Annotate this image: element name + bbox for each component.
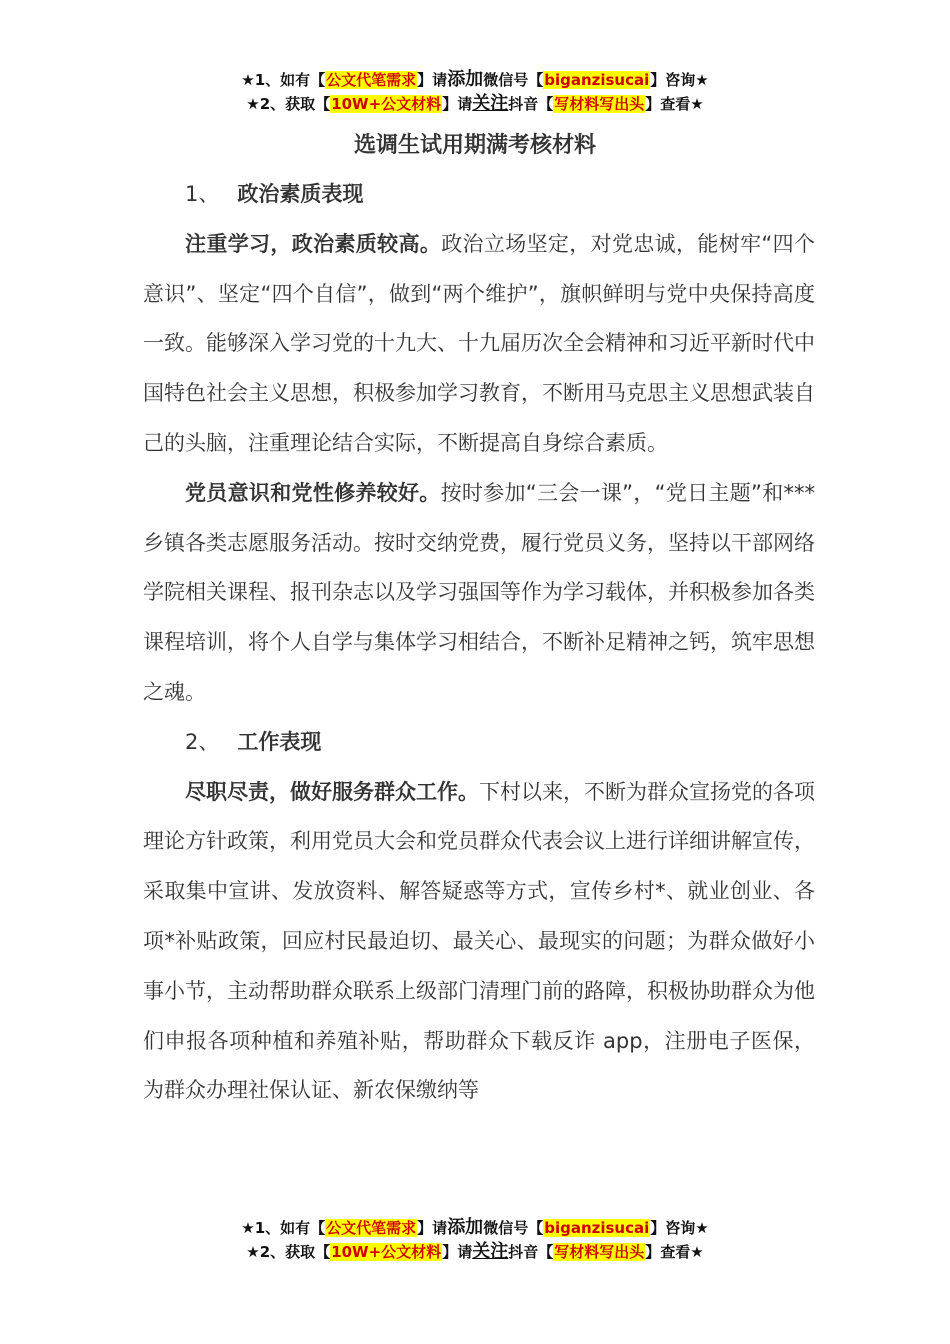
document-title: 选调生试用期满考核材料	[353, 133, 596, 158]
paragraph-lead: 党员意识和党性修养较好。	[185, 480, 441, 505]
section-heading: 1、 政治素质表现	[185, 182, 364, 206]
paragraph-lead: 尽职尽责，做好服务群众工作。	[185, 779, 479, 804]
banner-line-2: ★2、获取【10W+公文材料】请关注抖音【写材料写出头】查看★	[246, 1241, 704, 1262]
paragraph: 注重学习，政治素质较高。政治立场坚定，对党忠诚，能树牢“四个意识”、坚定“四个自信”，做到“两个维护”，旗帜鲜明与党中央保持高度一致。能够深入学习党的十九大、十九届历次全会精神和习近平新时代中国特色社会主义思想，积极参加学习教育，不断用马克思主义思想武装自己的头脑，注重理论结合实际，不断提高自身综合素质。	[143, 231, 815, 455]
paragraph: 尽职尽责，做好服务群众工作。下村以来，不断为群众宣扬党的各项理论方针政策，利用党员大会和党员群众代表会议上进行详细讲解宣传，采取集中宣讲、发放资料、解答疑惑等方式，宣传乡村*、就业创业、各项*补贴政策，回应村民最迫切、最关心、最现实的问题；为群众做好小事小节，主动帮助群众联系上级部门清理门前的路障，积极协助群众为他们申报各项种植和养殖补贴，帮助群众下载反诈 app，注册电子医保，为群众办理社保认证、新农保缴纳等	[143, 779, 815, 1103]
banner-highlight: 10W+公文材料	[331, 1243, 442, 1261]
paragraph-lead: 注重学习，政治素质较高。	[185, 231, 442, 256]
header-banner	[0, 68, 950, 116]
banner-highlight: 公文代笔需求	[326, 71, 417, 89]
footer-banner	[0, 1216, 950, 1264]
section-heading: 2、 工作表现	[185, 729, 322, 754]
banner-highlight: 公文代笔需求	[326, 1219, 417, 1237]
banner-line-1: ★1、如有【公文代笔需求】请添加微信号【biganzisucai】咨询★	[241, 69, 709, 90]
banner-wechat-id: biganzisucai	[544, 1219, 650, 1237]
banner-line-2: ★2、获取【10W+公文材料】请关注抖音【写材料写出头】查看★	[246, 93, 704, 114]
banner-douyin-id: 写材料写出头	[554, 95, 645, 113]
banner-highlight: 10W+公文材料	[331, 95, 442, 113]
banner-line-1: ★1、如有【公文代笔需求】请添加微信号【biganzisucai】咨询★	[241, 1217, 709, 1238]
paragraph: 党员意识和党性修养较好。按时参加“三会一课”，“党日主题”和***乡镇各类志愿服务活动。按时交纳党费，履行党员义务，坚持以干部网络学院相关课程、报刊杂志以及学习强国等作为学习载体，并积极参加各类课程培训，将个人自学与集体学习相结合，不断补足精神之钙，筑牢思想之魂。	[143, 480, 815, 704]
banner-wechat-id: biganzisucai	[544, 71, 650, 89]
banner-douyin-id: 写材料写出头	[554, 1243, 645, 1261]
document-body	[143, 170, 815, 1116]
